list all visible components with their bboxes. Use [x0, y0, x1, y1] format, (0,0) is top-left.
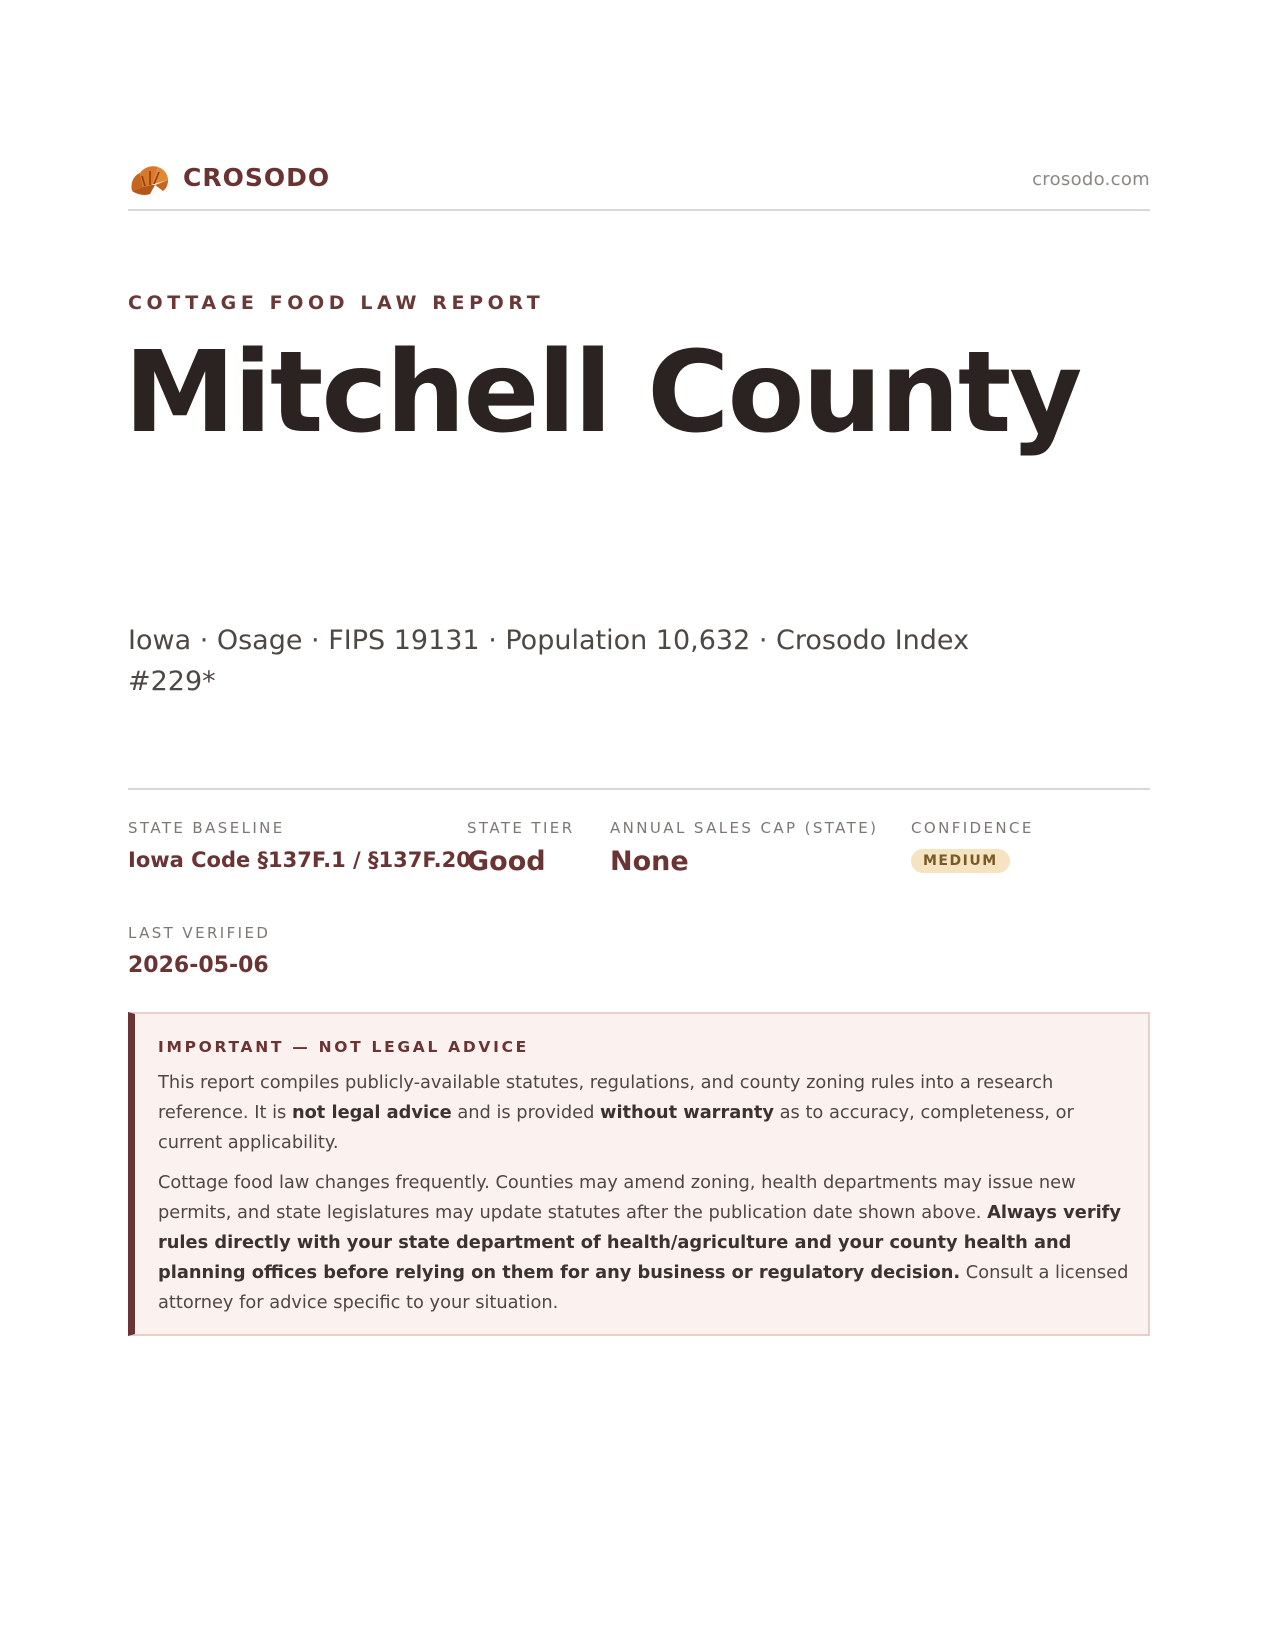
confidence-badge: MEDIUM	[911, 849, 1010, 873]
report-page	[124, 0, 1150, 1650]
stat-value: 2026-05-06	[128, 953, 269, 978]
legal-notice-box	[128, 1012, 1150, 1336]
site-url[interactable]: crosodo.com	[1032, 169, 1150, 190]
stat-last-verified	[128, 924, 270, 978]
notice-emphasis: not legal advice	[291, 1102, 452, 1123]
page-header	[128, 157, 1150, 211]
notice-heading: IMPORTANT — NOT LEGAL ADVICE	[158, 1038, 529, 1056]
stat-confidence	[911, 819, 1034, 873]
notice-emphasis: Always verify rules directly with your state department of health/agriculture and your county health and planning offices before relying on them for any business or regulatory decision.	[158, 1202, 1122, 1283]
stat-state-tier	[467, 819, 575, 877]
notice-paragraph	[158, 1068, 1133, 1158]
report-subtitle: Iowa · Osage · FIPS 19131 · Population 10,632 · Crosodo Index #229*	[128, 625, 970, 697]
stat-label: LAST VERIFIED	[128, 924, 271, 942]
notice-text: This report compiles publicly-available statutes, regulations, and county zoning rules into a research reference. It is	[158, 1072, 1054, 1123]
notice-text: as to accuracy, completeness, or current applicability.	[158, 1102, 1074, 1153]
notice-paragraph	[158, 1168, 1133, 1318]
stat-value: None	[610, 846, 689, 877]
stat-label: CONFIDENCE	[911, 819, 1034, 837]
notice-text: Cottage food law changes frequently. Counties may amend zoning, health departments may issue new permits, and state legislatures may update statutes after the publication date shown above.	[158, 1172, 1076, 1223]
stat-label: ANNUAL SALES CAP (STATE)	[610, 819, 879, 837]
notice-emphasis: without warranty	[600, 1102, 774, 1123]
stat-value: Good	[467, 846, 546, 877]
stat-annual-sales-cap	[610, 819, 878, 877]
croissant-icon	[128, 161, 170, 199]
section-divider	[128, 788, 1150, 790]
notice-text: Consult a licensed attorney for advice specific to your situation.	[158, 1262, 1129, 1313]
notice-text: and is provided	[451, 1102, 601, 1123]
stat-value: Iowa Code §137F.1 / §137F.20	[128, 848, 471, 872]
report-eyebrow: COTTAGE FOOD LAW REPORT	[128, 292, 545, 314]
stat-label: STATE BASELINE	[128, 819, 285, 837]
stat-state-baseline	[128, 819, 471, 872]
page-title: Mitchell County	[124, 328, 1081, 458]
stat-label: STATE TIER	[467, 819, 575, 837]
brand-name: CROSODO	[183, 163, 331, 192]
